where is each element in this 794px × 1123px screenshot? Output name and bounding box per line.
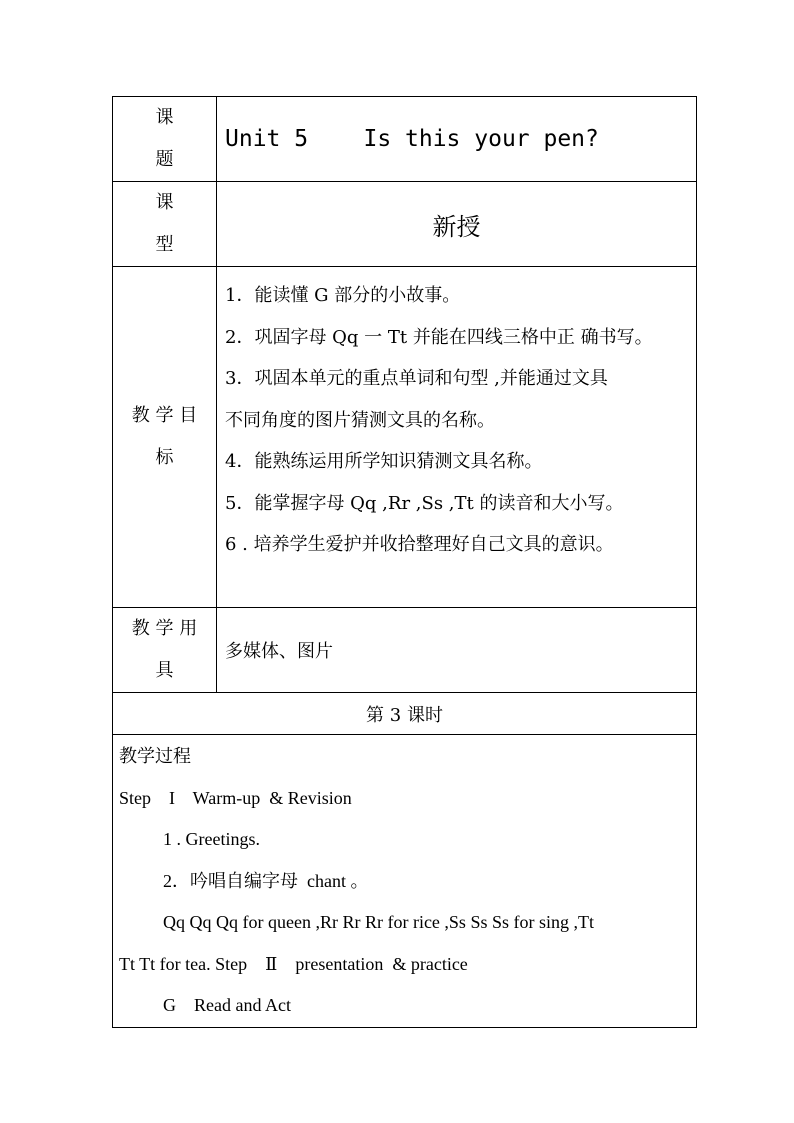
process-line: Tt Tt for tea. Step Ⅱ presentation & practice bbox=[119, 953, 468, 974]
goals-label: 教 学 目 标 bbox=[113, 267, 217, 608]
topic-value-cell bbox=[217, 97, 697, 182]
process-line: G Read and Act bbox=[163, 995, 291, 1015]
period-row bbox=[113, 693, 697, 735]
goal-item: 1．能读懂 G 部分的小故事。 bbox=[225, 285, 461, 306]
process-heading: 教学过程 bbox=[119, 746, 191, 766]
process-line: 1 . Greetings. bbox=[163, 829, 260, 849]
goal-item: 3．巩固本单元的重点单词和句型 ,并能通过文具 bbox=[225, 368, 608, 389]
teaching-process bbox=[113, 735, 697, 1028]
tools-row bbox=[113, 608, 697, 693]
tools-label: 教 学 用 具 bbox=[113, 608, 217, 693]
lesson-title: Unit 5 Is this your pen? bbox=[225, 126, 599, 152]
teaching-tools: 多媒体、图片 bbox=[217, 608, 697, 693]
topic-row bbox=[113, 97, 697, 182]
type-row bbox=[113, 182, 697, 267]
goals-list bbox=[217, 267, 697, 608]
topic-label: 课 题 bbox=[113, 97, 217, 182]
lesson-plan-table bbox=[112, 96, 697, 1028]
process-step-heading: Step I Warm-up & Revision bbox=[119, 787, 352, 808]
goal-item: 4．能熟练运用所学知识猜测文具名称。 bbox=[225, 451, 543, 472]
goal-item: 不同角度的图片猜测文具的名称。 bbox=[225, 409, 495, 431]
process-row bbox=[113, 735, 697, 1028]
lesson-period: 第 3 课时 bbox=[113, 693, 697, 735]
goal-item: 5．能掌握字母 Qq ,Rr ,Ss ,Tt 的读音和大小写。 bbox=[225, 492, 624, 514]
lesson-type: 新授 bbox=[217, 182, 697, 267]
goals-row bbox=[113, 267, 697, 608]
process-line: Qq Qq Qq for queen ,Rr Rr Rr for rice ,Ss Ss Ss for sing ,Tt bbox=[163, 912, 594, 932]
process-line: 2．吟唱自编字母 chant 。 bbox=[163, 870, 369, 891]
goal-item: 6 . 培养学生爱护并收拾整理好自己文具的意识。 bbox=[225, 534, 614, 555]
type-label: 课 型 bbox=[113, 182, 217, 267]
goal-item: 2．巩固字母 Qq 一 Tt 并能在四线三格中正 确书写。 bbox=[225, 326, 653, 348]
